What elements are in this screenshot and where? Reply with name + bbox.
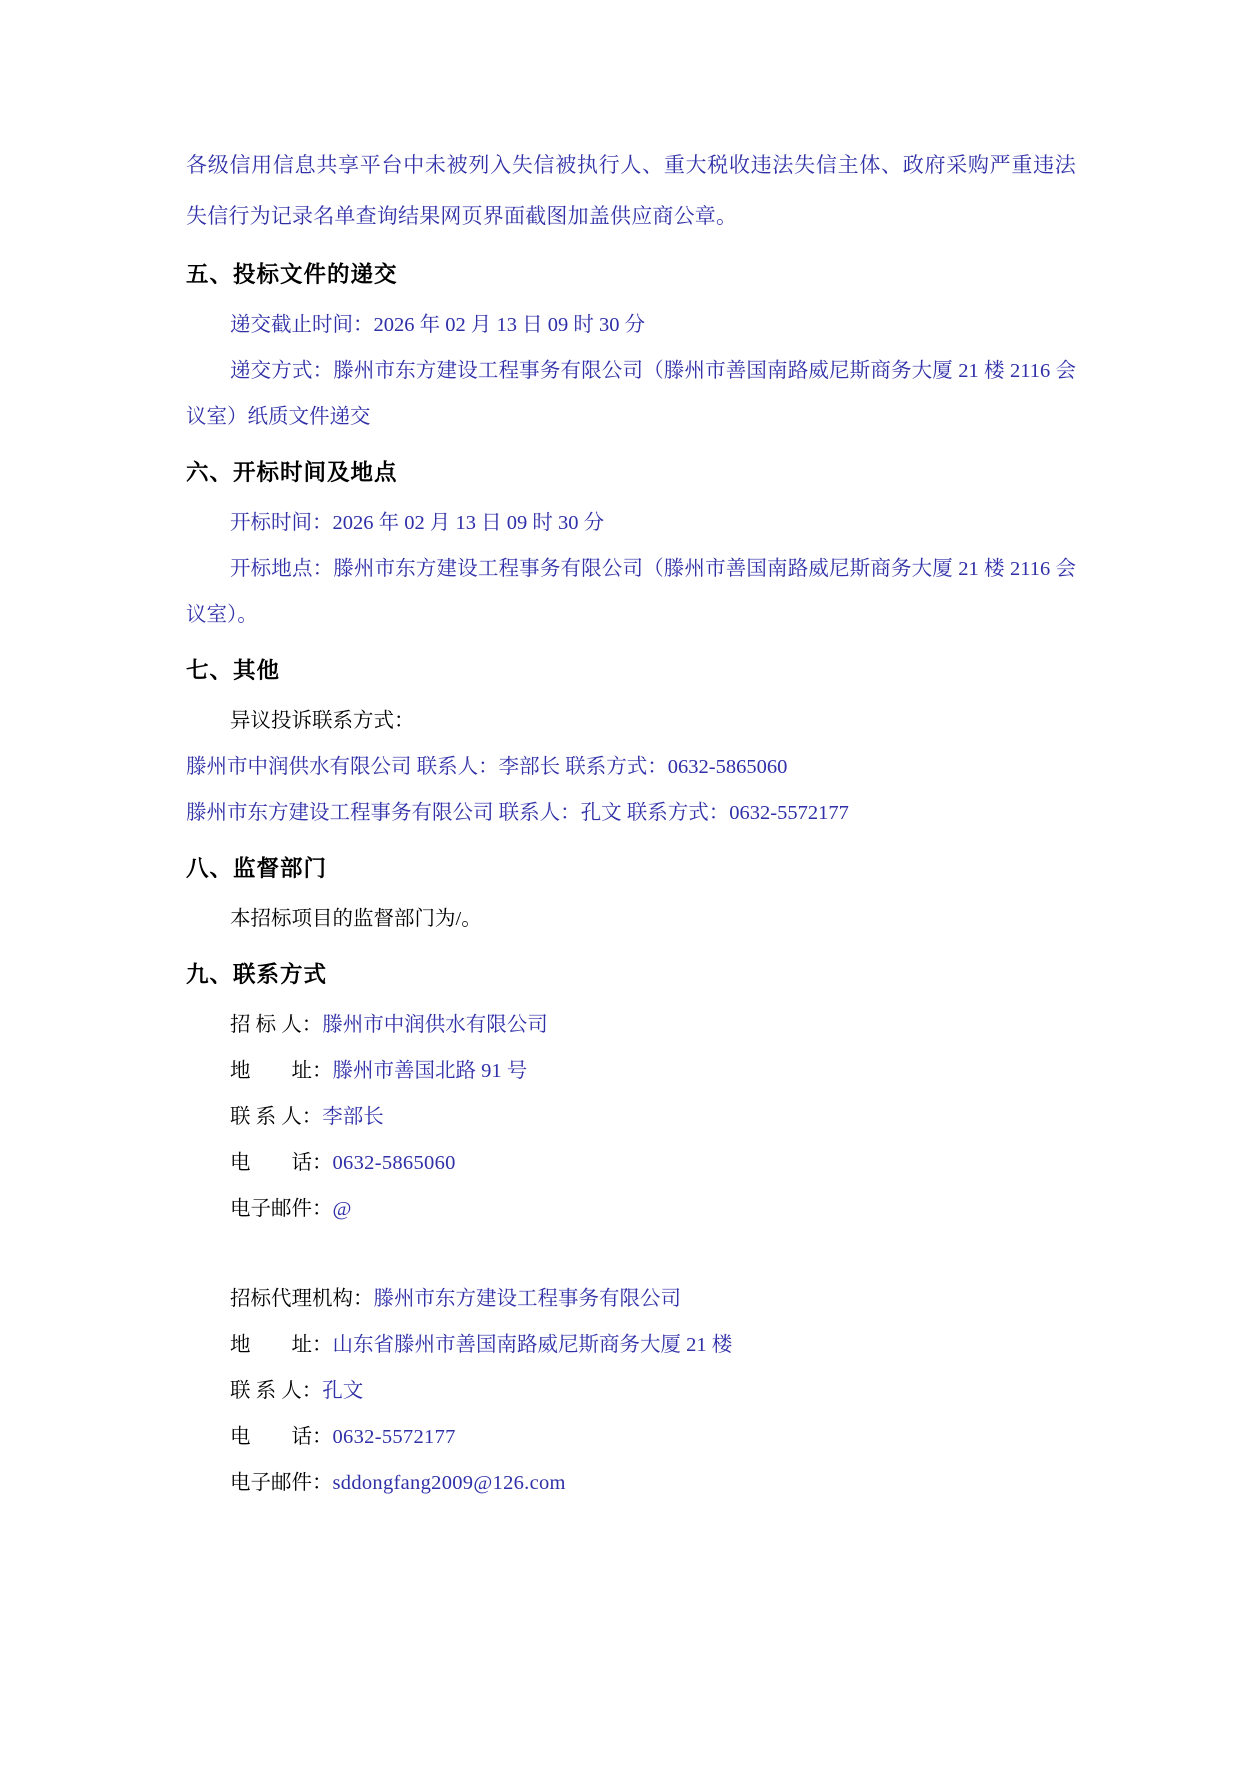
agency-email-row: [186, 1460, 1076, 1506]
agency-contact-row: [186, 1368, 1076, 1414]
submission-method-line: 递交方式：滕州市东方建设工程事务有限公司（滕州市善国南路威尼斯商务大厦 21 楼 2116 会议室）纸质文件递交: [186, 360, 1076, 428]
agency-contact-label: 联 系 人：: [230, 1380, 323, 1402]
complaint-contact-label: 异议投诉联系方式：: [230, 710, 415, 732]
tenderer-email-label: 电子邮件：: [230, 1198, 333, 1220]
complaint-contact-agency: 滕州市东方建设工程事务有限公司 联系人：孔文 联系方式：0632-5572177: [186, 802, 849, 824]
agency-address-row: [186, 1322, 1076, 1368]
section-heading-7: 七、其他: [186, 658, 281, 684]
section-heading-6: 六、开标时间及地点: [186, 460, 398, 486]
agency-name-row: [186, 1276, 1076, 1322]
tenderer-contact-row: [186, 1094, 1076, 1140]
agency-name-value: 滕州市东方建设工程事务有限公司: [373, 1288, 681, 1310]
section-heading-9: 九、联系方式: [186, 962, 328, 988]
submission-deadline-line: 递交截止时间：2026 年 02 月 13 日 09 时 30 分: [230, 314, 646, 336]
agency-phone-row: [186, 1414, 1076, 1460]
agency-phone-value: 0632-5572177: [332, 1426, 456, 1448]
agency-name-label: 招标代理机构：: [230, 1288, 374, 1310]
tenderer-contact-label: 联 系 人：: [230, 1106, 323, 1128]
section-heading-5: 五、投标文件的递交: [186, 262, 398, 288]
tenderer-name-value: 滕州市中润供水有限公司: [322, 1014, 548, 1036]
bid-opening-place-line: 开标地点：滕州市东方建设工程事务有限公司（滕州市善国南路威尼斯商务大厦 21 楼 2116 会议室）。: [186, 558, 1076, 626]
supervision-department-line: 本招标项目的监督部门为/。: [230, 908, 482, 930]
agency-phone-label: 电 话：: [230, 1426, 333, 1448]
agency-contact-value: 孔文: [322, 1380, 364, 1402]
tenderer-contact-value: 李部长: [322, 1106, 384, 1128]
agency-address-value: 山东省滕州市善国南路威尼斯商务大厦 21 楼: [332, 1334, 733, 1356]
tenderer-name-row: [186, 1002, 1076, 1048]
tenderer-name-label: 招 标 人：: [230, 1014, 323, 1036]
section-spacer: [186, 1232, 1076, 1276]
bid-opening-time-line: 开标时间：2026 年 02 月 13 日 09 时 30 分: [230, 512, 605, 534]
tenderer-email-row: [186, 1186, 1076, 1232]
tenderer-phone-value: 0632-5865060: [332, 1152, 456, 1174]
tenderer-address-value: 滕州市善国北路 91 号: [332, 1060, 528, 1082]
agency-email-value: sddongfang2009@126.com: [332, 1472, 566, 1494]
tenderer-address-row: [186, 1048, 1076, 1094]
tenderer-email-value: @: [332, 1198, 352, 1220]
tenderer-phone-label: 电 话：: [230, 1152, 333, 1174]
section-heading-8: 八、监督部门: [186, 856, 328, 882]
agency-address-label: 地 址：: [230, 1334, 333, 1356]
tenderer-address-label: 地 址：: [230, 1060, 333, 1082]
complaint-contact-owner: 滕州市中润供水有限公司 联系人：李部长 联系方式：0632-5865060: [186, 756, 788, 778]
document-body: [186, 140, 1076, 1506]
agency-email-label: 电子邮件：: [230, 1472, 333, 1494]
lead-paragraph: 各级信用信息共享平台中未被列入失信被执行人、重大税收违法失信主体、政府采购严重违法失信行为记录名单查询结果网页界面截图加盖供应商公章。: [186, 153, 1076, 228]
tenderer-phone-row: [186, 1140, 1076, 1186]
